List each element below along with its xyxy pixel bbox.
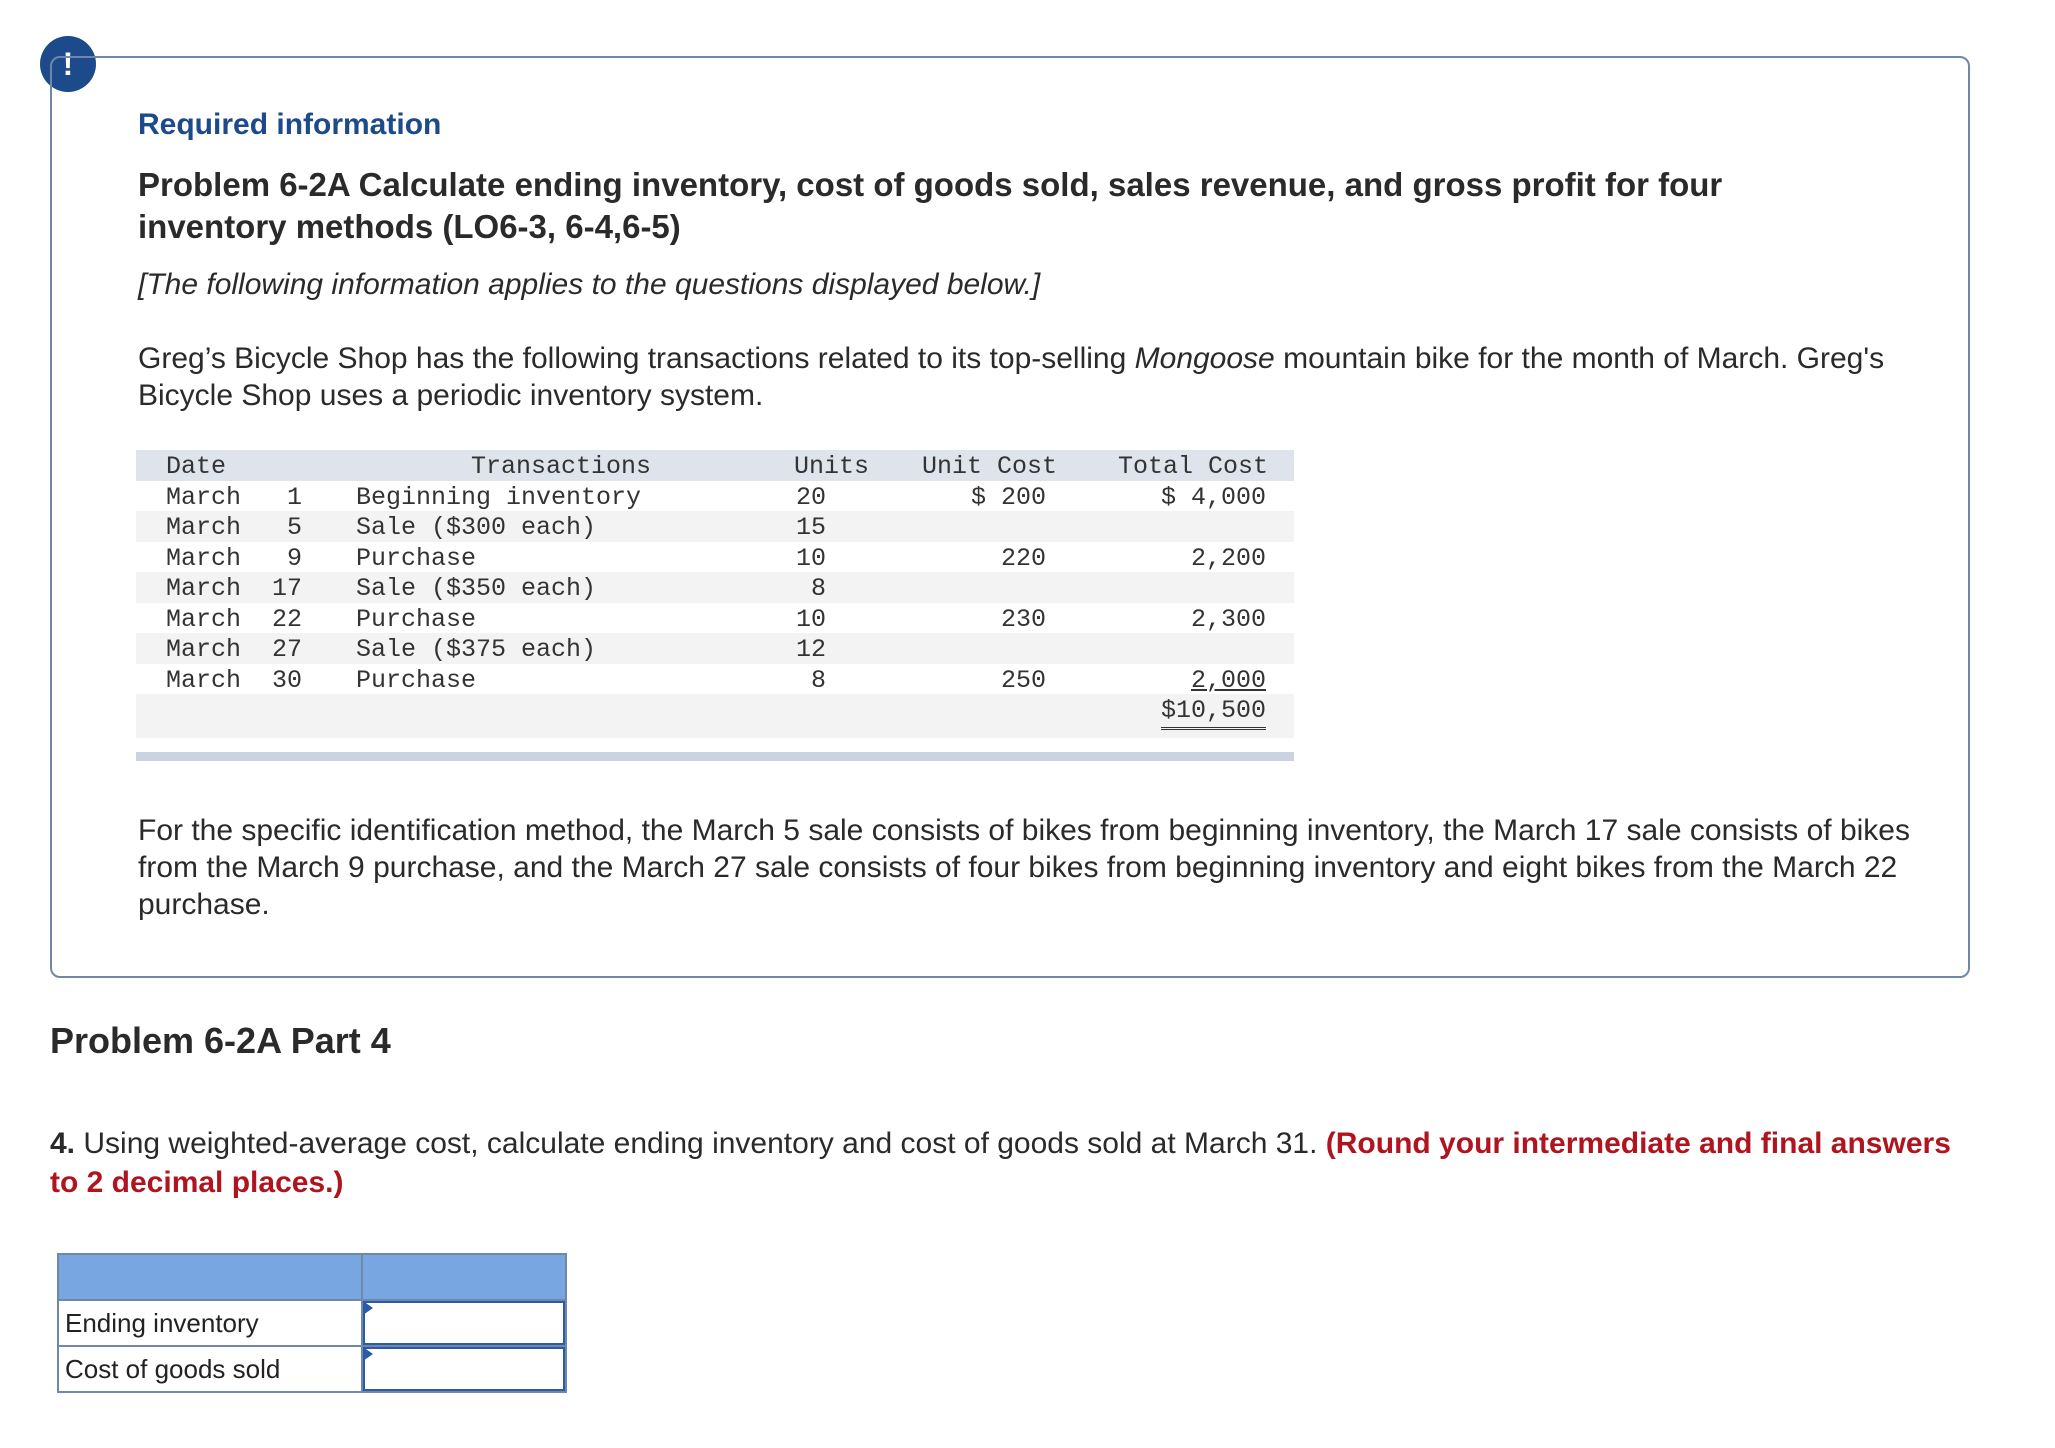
input-marker-icon (363, 1301, 373, 1315)
ending-inventory-input[interactable] (363, 1301, 565, 1345)
header-unit-cost: Unit Cost (922, 452, 1058, 481)
answer-row-cogs (58, 1346, 566, 1392)
table-row (136, 633, 1294, 664)
row-units: 8 (810, 665, 826, 695)
table-row (136, 511, 1294, 542)
row-unit-cost: 250 (1000, 665, 1046, 695)
required-info-title: Required information (138, 108, 442, 141)
question-number: 4. (50, 1127, 76, 1160)
answer-table-header (58, 1254, 566, 1300)
table-row (136, 481, 1294, 512)
specific-id-paragraph: For the specific identification method, the March 5 sale consists of bikes from beginning inventory, the March 17 sale consists of bikes from the March 9 purchase, and the March 27 sale consists of four bikes from beginning inventory and eight bikes from the March 22 purchase. (138, 814, 1910, 921)
row-description: Sale ($350 each) (356, 574, 597, 603)
intro-paragraph (138, 340, 1898, 414)
problem-heading: Problem 6-2A Calculate ending inventory, cost of goods sold, sales revenue, and gross profit for four inventory methods (LO6-3, 6-4,6-5) (138, 166, 1723, 245)
table-row (136, 664, 1294, 695)
intro-brand: Mongoose (1134, 342, 1275, 375)
header-transactions: Transactions (471, 452, 652, 481)
row-unit-cost: 230 (1000, 604, 1046, 634)
row-month: March (166, 482, 242, 512)
row-day: 5 (286, 513, 302, 542)
row-description: Sale ($375 each) (356, 635, 597, 664)
answer-table (57, 1253, 567, 1393)
table-row (136, 542, 1294, 573)
row-day: 22 (271, 604, 302, 634)
intro-text-start: Greg’s Bicycle Shop has the following transactions related to its top-selling (138, 342, 1135, 375)
answer-header-value-cell (362, 1254, 566, 1300)
grand-total-cell (1136, 696, 1266, 725)
cogs-cell (362, 1346, 566, 1392)
intro-text-end: mountain bike for the month of March. Greg's Bicycle Shop uses a periodic inventory system. (138, 342, 1885, 412)
answer-row-ending-inventory (58, 1300, 566, 1346)
row-description: Purchase (356, 604, 477, 634)
row-unit-cost: 220 (1000, 543, 1046, 573)
row-day: 30 (271, 665, 302, 695)
row-description: Purchase (356, 665, 477, 695)
row-units: 8 (810, 574, 826, 603)
row-total-cost: $ 4,000 (1160, 482, 1266, 512)
row-description: Purchase (356, 543, 477, 573)
info-note: [The following information applies to the questions displayed below.] (138, 268, 1041, 301)
row-description: Beginning inventory (356, 482, 642, 512)
ending-inventory-label: Ending inventory (58, 1300, 362, 1346)
grand-total: $10,500 (1161, 696, 1266, 730)
row-month: March (166, 574, 242, 603)
row-month: March (166, 665, 242, 695)
cogs-label: Cost of goods sold (58, 1346, 362, 1392)
answer-header-label-cell (58, 1254, 362, 1300)
row-total-cost: 2,200 (1190, 543, 1266, 573)
row-month: March (166, 543, 242, 573)
rounding-hint: (Round your intermediate and final answers to 2 decimal places.) (50, 1127, 1951, 1199)
cogs-input[interactable] (363, 1347, 565, 1391)
table-total-row (136, 694, 1294, 738)
row-units: 10 (795, 543, 826, 573)
question-body: Using weighted-average cost, calculate ending inventory and cost of goods sold at March 31. (75, 1127, 1326, 1160)
question-text (50, 1124, 1980, 1202)
row-total-cost: 2,000 (1190, 665, 1266, 695)
input-marker-icon (363, 1347, 373, 1361)
row-month: March (166, 604, 242, 634)
row-month: March (166, 635, 242, 664)
row-units: 12 (795, 635, 826, 664)
ending-inventory-cell (362, 1300, 566, 1346)
transactions-table (136, 450, 1294, 761)
table-row (136, 572, 1294, 603)
row-unit-cost: $ 200 (970, 482, 1046, 512)
row-day: 27 (271, 635, 302, 664)
table-header-row (136, 450, 1294, 481)
table-row (136, 603, 1294, 634)
row-description: Sale ($300 each) (356, 513, 597, 542)
row-units: 20 (795, 482, 826, 512)
row-units: 10 (795, 604, 826, 634)
header-date: Date (166, 452, 227, 481)
row-day: 1 (286, 482, 302, 512)
row-day: 17 (271, 574, 302, 603)
part-heading: Problem 6-2A Part 4 (50, 1020, 391, 1061)
header-total-cost: Total Cost (1118, 452, 1269, 481)
header-units: Units (794, 452, 870, 481)
row-month: March (166, 513, 242, 542)
table-bottom-bar (136, 752, 1294, 761)
row-day: 9 (286, 543, 302, 573)
row-total-cost: 2,300 (1190, 604, 1266, 634)
row-units: 15 (795, 513, 826, 542)
alert-icon: ! (40, 36, 96, 92)
